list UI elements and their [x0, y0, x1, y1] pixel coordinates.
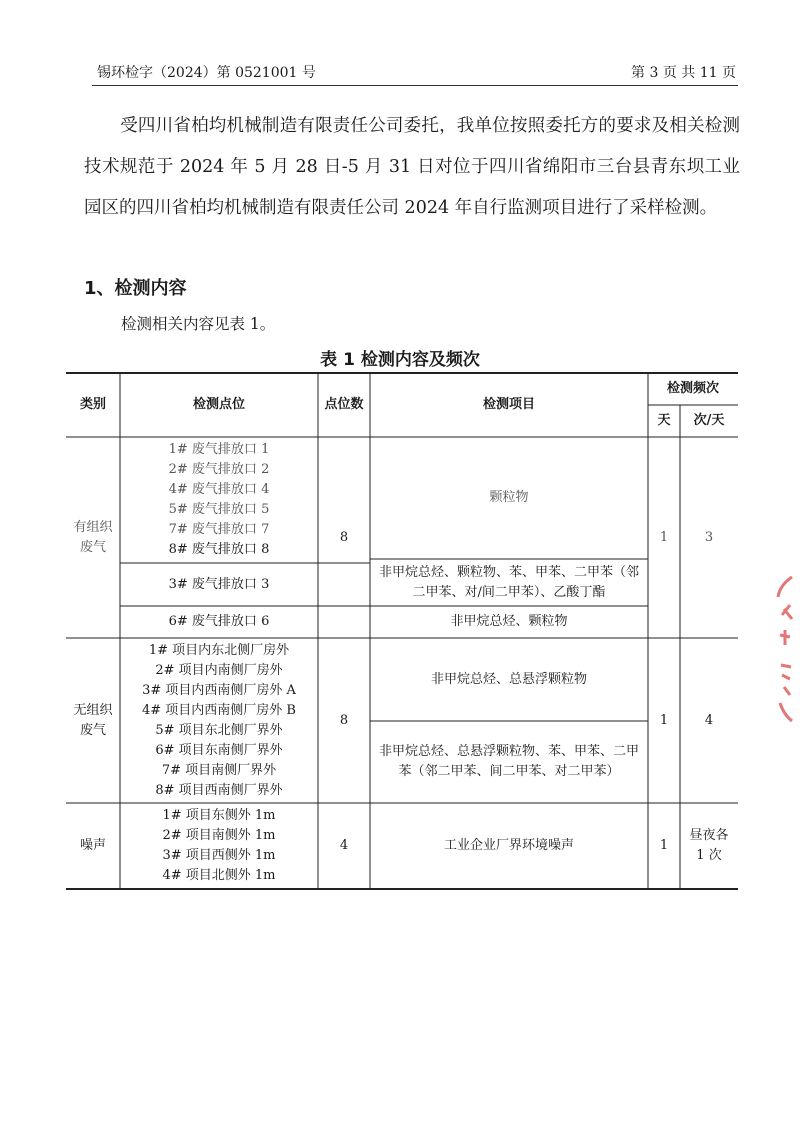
organized-items1: 颗粒物 — [489, 490, 529, 505]
organized-days: 1 — [659, 529, 669, 545]
seal-stamp-fragment — [772, 575, 794, 725]
noise-items: 工业企业厂界环境噪声 — [443, 838, 574, 853]
location-item: 4# 项目北侧外 1m — [162, 868, 276, 883]
noise-count: 4 — [339, 838, 349, 853]
category-noise: 噪声 — [79, 838, 106, 853]
location-item: 5# 废气排放口 5 — [168, 502, 270, 517]
unorganized-count: 8 — [339, 712, 349, 728]
location-item: 6# 项目东南侧厂界外 — [155, 742, 283, 758]
category-unorganized: 无组织废气 — [73, 702, 113, 738]
location-item: 5# 项目东北侧厂界外 — [155, 722, 283, 738]
header-category: 类别 — [79, 397, 106, 412]
section-reference: 检测相关内容见表 1。 — [121, 315, 276, 333]
header-times: 次/天 — [693, 413, 725, 428]
location-item: 4# 废气排放口 4 — [168, 482, 270, 497]
noise-times: 昼夜各 1 次 — [689, 828, 729, 863]
location-item: 1# 项目东侧外 1m — [162, 808, 276, 823]
unorganized-items1: 非甲烷总烃、总悬浮颗粒物 — [430, 671, 587, 687]
organized-count: 8 — [339, 529, 349, 545]
table-caption: 表 1 检测内容及频次 — [320, 350, 480, 370]
header-frequency: 检测频次 — [666, 381, 719, 396]
section-title: 1、检测内容 — [84, 278, 187, 299]
noise-days: 1 — [659, 838, 669, 853]
unorganized-times: 4 — [704, 712, 714, 728]
location-item: 8# 项目西南侧厂界外 — [155, 782, 283, 798]
location-item: 3# 项目西侧外 1m — [162, 848, 276, 863]
page-indicator: 第 3 页 共 11 页 — [631, 65, 736, 81]
organized-location-group3: 6# 废气排放口 6 — [168, 614, 270, 629]
header-items: 检测项目 — [482, 397, 535, 412]
location-item: 1# 废气排放口 1 — [168, 442, 270, 457]
header-count: 点位数 — [324, 397, 364, 412]
header-days: 天 — [657, 413, 671, 428]
organized-items3: 非甲烷总烃、颗粒物 — [450, 614, 568, 629]
location-item: 4# 项目内西南侧厂房外 B — [142, 702, 296, 718]
organized-items2: 非甲烷总烃、颗粒物、苯、甲苯、二甲苯（邻二甲苯、对/间二甲苯）、乙酸丁酯 — [378, 564, 639, 600]
organized-times: 3 — [704, 529, 714, 545]
header-location: 检测点位 — [192, 397, 245, 412]
location-item: 1# 项目内东北侧厂房外 — [148, 642, 290, 658]
organized-location-group2: 3# 废气排放口 3 — [168, 576, 270, 592]
location-item: 8# 废气排放口 8 — [168, 542, 270, 557]
location-item: 2# 项目内南侧厂房外 — [155, 662, 283, 678]
unorganized-items2: 非甲烷总烃、总悬浮颗粒物、苯、甲苯、二甲苯（邻二甲苯、间二甲苯、对二甲苯） — [378, 744, 639, 779]
category-organized: 有组织废气 — [73, 519, 113, 555]
noise-locations — [120, 803, 318, 889]
location-item: 7# 项目南侧厂界外 — [161, 762, 277, 778]
unorganized-days: 1 — [659, 712, 669, 728]
intro-text: 受四川省柏均机械制造有限责任公司委托，我单位按照委托方的要求及相关检测技术规范于 2024 年 5 月 28 日-5 月 31 日对位于四川省绵阳市三台县青东坝工业园区的四川省柏均机械制造有限责任公司 2024 年自行监测项目进行了采样检测。 — [84, 116, 740, 218]
location-item: 2# 项目南侧外 1m — [162, 828, 276, 843]
location-item: 2# 废气排放口 2 — [168, 462, 270, 477]
report-number: 锡环检字（2024）第 0521001 号 — [97, 65, 316, 81]
location-item: 7# 废气排放口 7 — [168, 522, 270, 537]
unorganized-locations — [120, 638, 318, 803]
location-item: 3# 项目内西南侧厂房外 A — [142, 682, 296, 698]
organized-locations-group1 — [120, 437, 318, 563]
